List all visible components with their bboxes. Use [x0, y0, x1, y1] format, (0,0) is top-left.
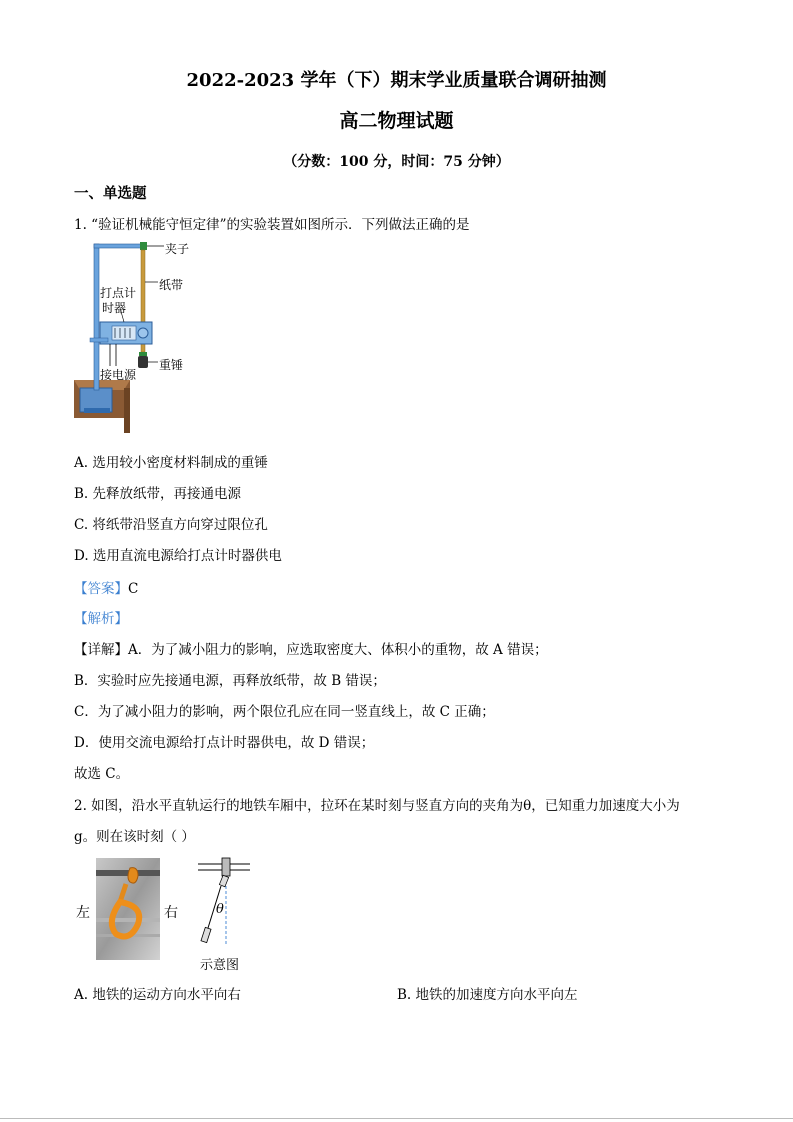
- left-label: 左: [76, 905, 90, 921]
- page-bottom-rule: [0, 1118, 793, 1119]
- q1-analysis-tag: 【解析】: [74, 611, 128, 627]
- answer-value: C: [128, 581, 139, 597]
- q1-answer: [74, 577, 138, 597]
- schematic-caption: 示意图: [200, 958, 240, 973]
- q1-option-d: D. 选用直流电源给打点计时器供电: [74, 548, 282, 564]
- exam-subject-title: 高二物理试题: [339, 110, 454, 132]
- answer-tag: 【答案】: [74, 581, 128, 597]
- right-label: 右: [164, 905, 178, 921]
- clip-label: 夹子: [165, 242, 190, 256]
- timer-label-1: 打点计: [100, 286, 137, 300]
- q1-detail-line: 故选 C。: [74, 766, 130, 782]
- timer-label-2: 时器: [102, 301, 127, 315]
- q1-detail-line: 【详解】A．为了减小阻力的影响，应选取密度大、体积小的重物，故 A 错误；: [74, 642, 548, 658]
- q2-option-b: B. 地铁的加速度方向水平向左: [397, 987, 578, 1003]
- q1-detail-line: C．为了减小阻力的影响，两个限位孔应在同一竖直线上，故 C 正确；: [74, 704, 495, 720]
- exam-title: 2022-2023 学年（下）期末学业质量联合调研抽测: [186, 70, 607, 91]
- q1-stem: 1. “验证机械能守恒定律”的实验装置如图所示．下列做法正确的是: [74, 217, 470, 233]
- theta-label: θ: [216, 902, 224, 917]
- handle-photo: [96, 858, 160, 960]
- section-heading: 一、单选题: [74, 185, 147, 202]
- apparatus-drawing: [72, 238, 212, 438]
- q1-detail-line: D．使用交流电源给打点计时器供电，故 D 错误；: [74, 735, 375, 751]
- power-label: 接电源: [100, 368, 137, 382]
- q2-stem-line1: 2. 如图，沿水平直轨运行的地铁车厢中，拉环在某时刻与竖直方向的夹角为θ，已知重力加速度大小为: [74, 798, 680, 814]
- q1-option-b: B. 先释放纸带，再接通电源: [74, 486, 242, 502]
- q2-stem-line2: g。则在该时刻（ ）: [74, 829, 195, 845]
- exam-meta: （分数：100 分，时间：75 分钟）: [283, 154, 510, 170]
- q1-option-a: A. 选用较小密度材料制成的重锤: [74, 455, 268, 471]
- tape-label: 纸带: [159, 278, 184, 292]
- q1-detail-line: B．实验时应先接通电源，再释放纸带，故 B 错误；: [74, 673, 386, 689]
- q2-figure: [72, 856, 262, 976]
- weight-label: 重锤: [159, 358, 184, 372]
- q1-apparatus-figure: [72, 238, 212, 438]
- q1-option-c: C. 将纸带沿竖直方向穿过限位孔: [74, 517, 268, 533]
- q2-option-a: A. 地铁的运动方向水平向右: [74, 987, 241, 1003]
